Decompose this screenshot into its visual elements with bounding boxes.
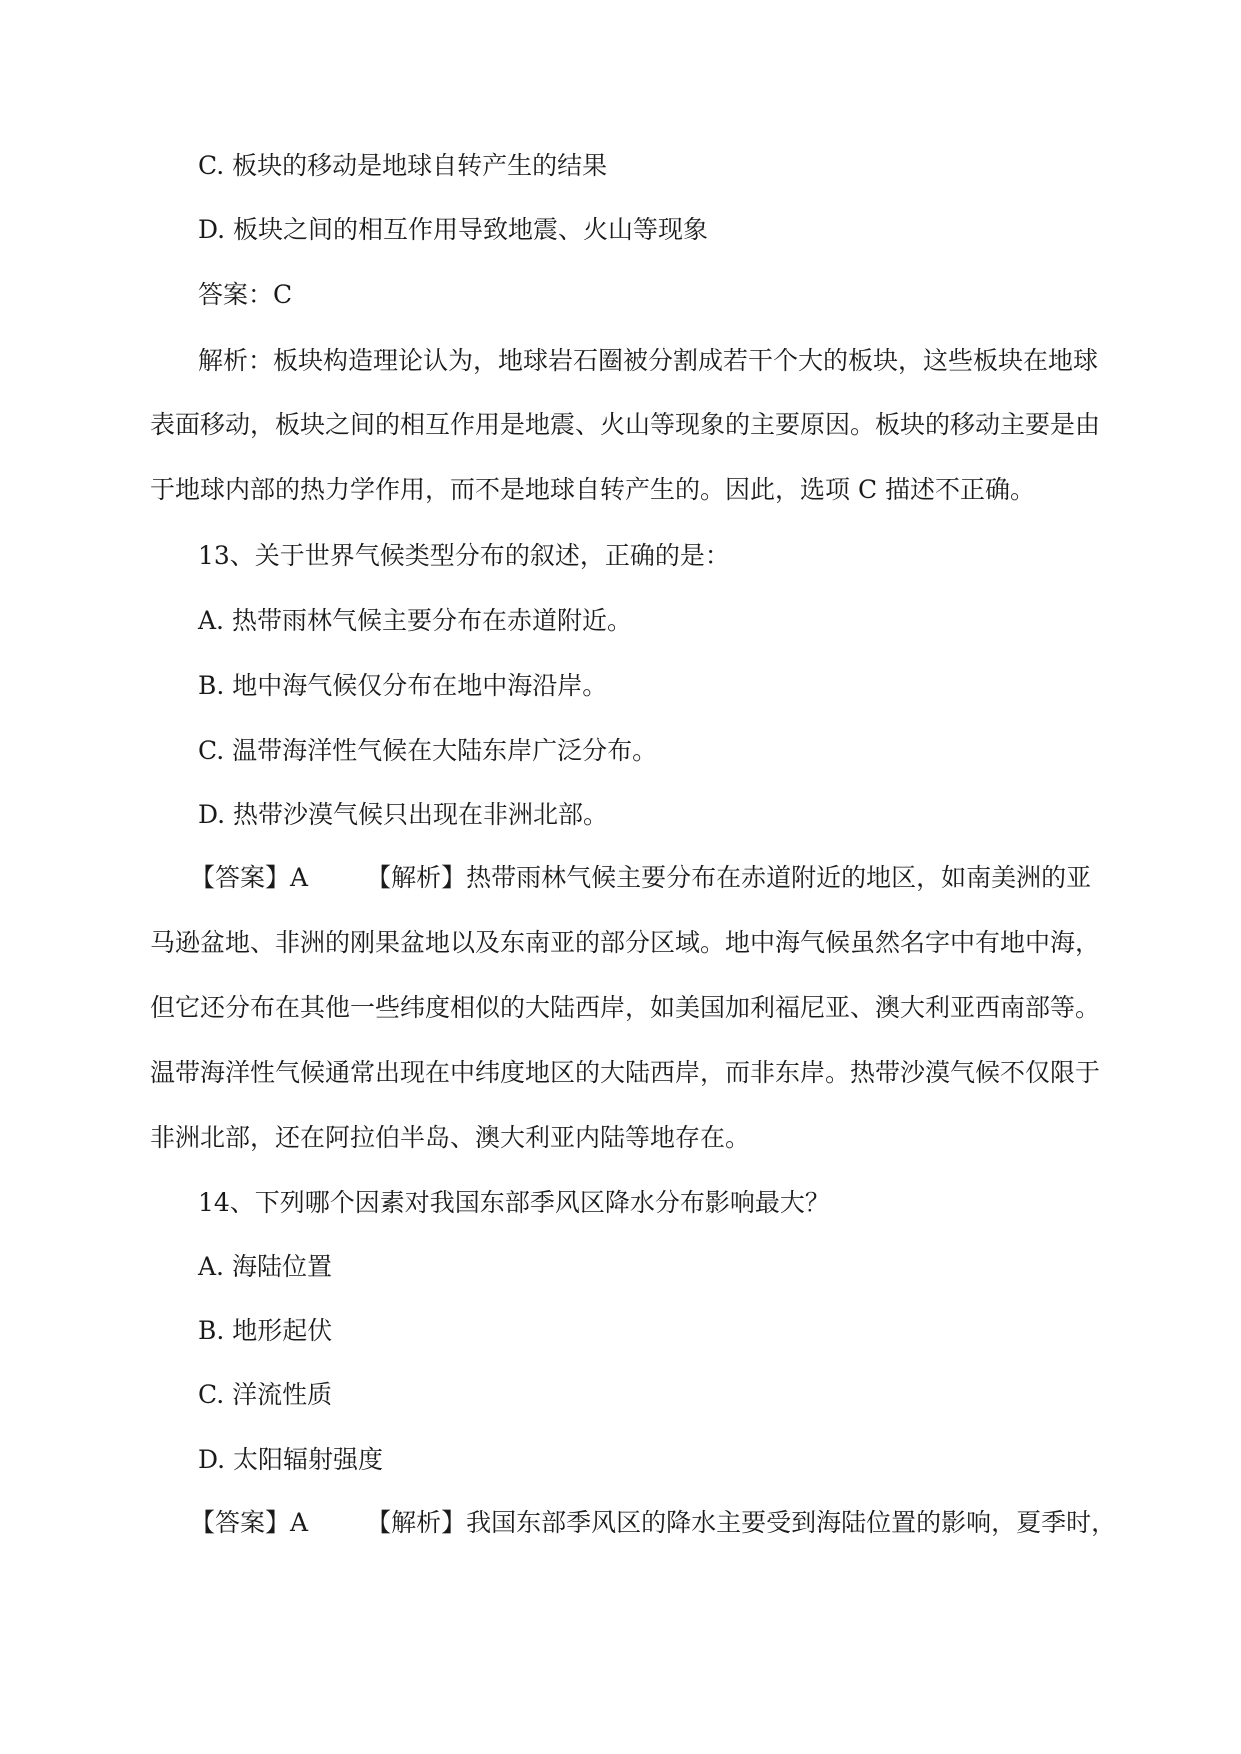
q13-question: 13、关于世界气候类型分布的叙述，正确的是： [198, 541, 730, 570]
q13-analysis-line-5: 非洲北部，还在阿拉伯半岛、澳大利亚内陆等地存在。 [150, 1123, 751, 1152]
q12-option-d: D. 板块之间的相互作用导致地震、火山等现象 [198, 215, 709, 244]
q14-analysis-label: 【解析】 [366, 1508, 467, 1537]
q12-option-c: C. 板块的移动是地球自转产生的结果 [198, 151, 608, 180]
q14-option-d: D. 太阳辐射强度 [198, 1445, 384, 1474]
q14-option-c: C. 洋流性质 [198, 1380, 333, 1409]
q12-analysis-line-3: 于地球内部的热力学作用，而不是地球自转产生的。因此，选项 C 描述不正确。 [150, 475, 1036, 504]
q12-answer: 答案：C [198, 280, 293, 309]
q13-analysis-line-2: 马逊盆地、非洲的刚果盆地以及东南亚的部分区域。地中海气候虽然名字中有地中海， [150, 928, 1101, 957]
q13-answer-label: 【答案】A [190, 863, 309, 892]
q13-option-a: A. 热带雨林气候主要分布在赤道附近。 [198, 606, 632, 635]
q12-analysis-line-1: 解析：板块构造理论认为，地球岩石圈被分割成若干个大的板块，这些板块在地球 [198, 346, 1099, 375]
q14-answer-label: 【答案】A [190, 1508, 309, 1537]
q12-analysis-line-2: 表面移动，板块之间的相互作用是地震、火山等现象的主要原因。板块的移动主要是由 [150, 410, 1101, 439]
q14-question: 14、下列哪个因素对我国东部季风区降水分布影响最大？ [198, 1188, 830, 1217]
q13-analysis-label: 【解析】 [366, 863, 467, 892]
q13-option-b: B. 地中海气候仅分布在地中海沿岸。 [198, 671, 608, 700]
q14-analysis-first: 我国东部季风区的降水主要受到海陆位置的影响，夏季时， [466, 1508, 1117, 1537]
q13-analysis-line-3: 但它还分布在其他一些纬度相似的大陆西岸，如美国加利福尼亚、澳大利亚西南部等。 [150, 993, 1101, 1022]
q14-option-a: A. 海陆位置 [198, 1252, 332, 1281]
q13-option-c: C. 温带海洋性气候在大陆东岸广泛分布。 [198, 736, 658, 765]
q13-analysis-line-4: 温带海洋性气候通常出现在中纬度地区的大陆西岸，而非东岸。热带沙漠气候不仅限于 [150, 1058, 1101, 1087]
q13-answer-line [190, 860, 1092, 896]
q13-option-d: D. 热带沙漠气候只出现在非洲北部。 [198, 800, 609, 829]
q14-answer-line [190, 1505, 1117, 1541]
q14-option-b: B. 地形起伏 [198, 1316, 333, 1345]
q13-analysis-first: 热带雨林气候主要分布在赤道附近的地区，如南美洲的亚 [466, 863, 1092, 892]
